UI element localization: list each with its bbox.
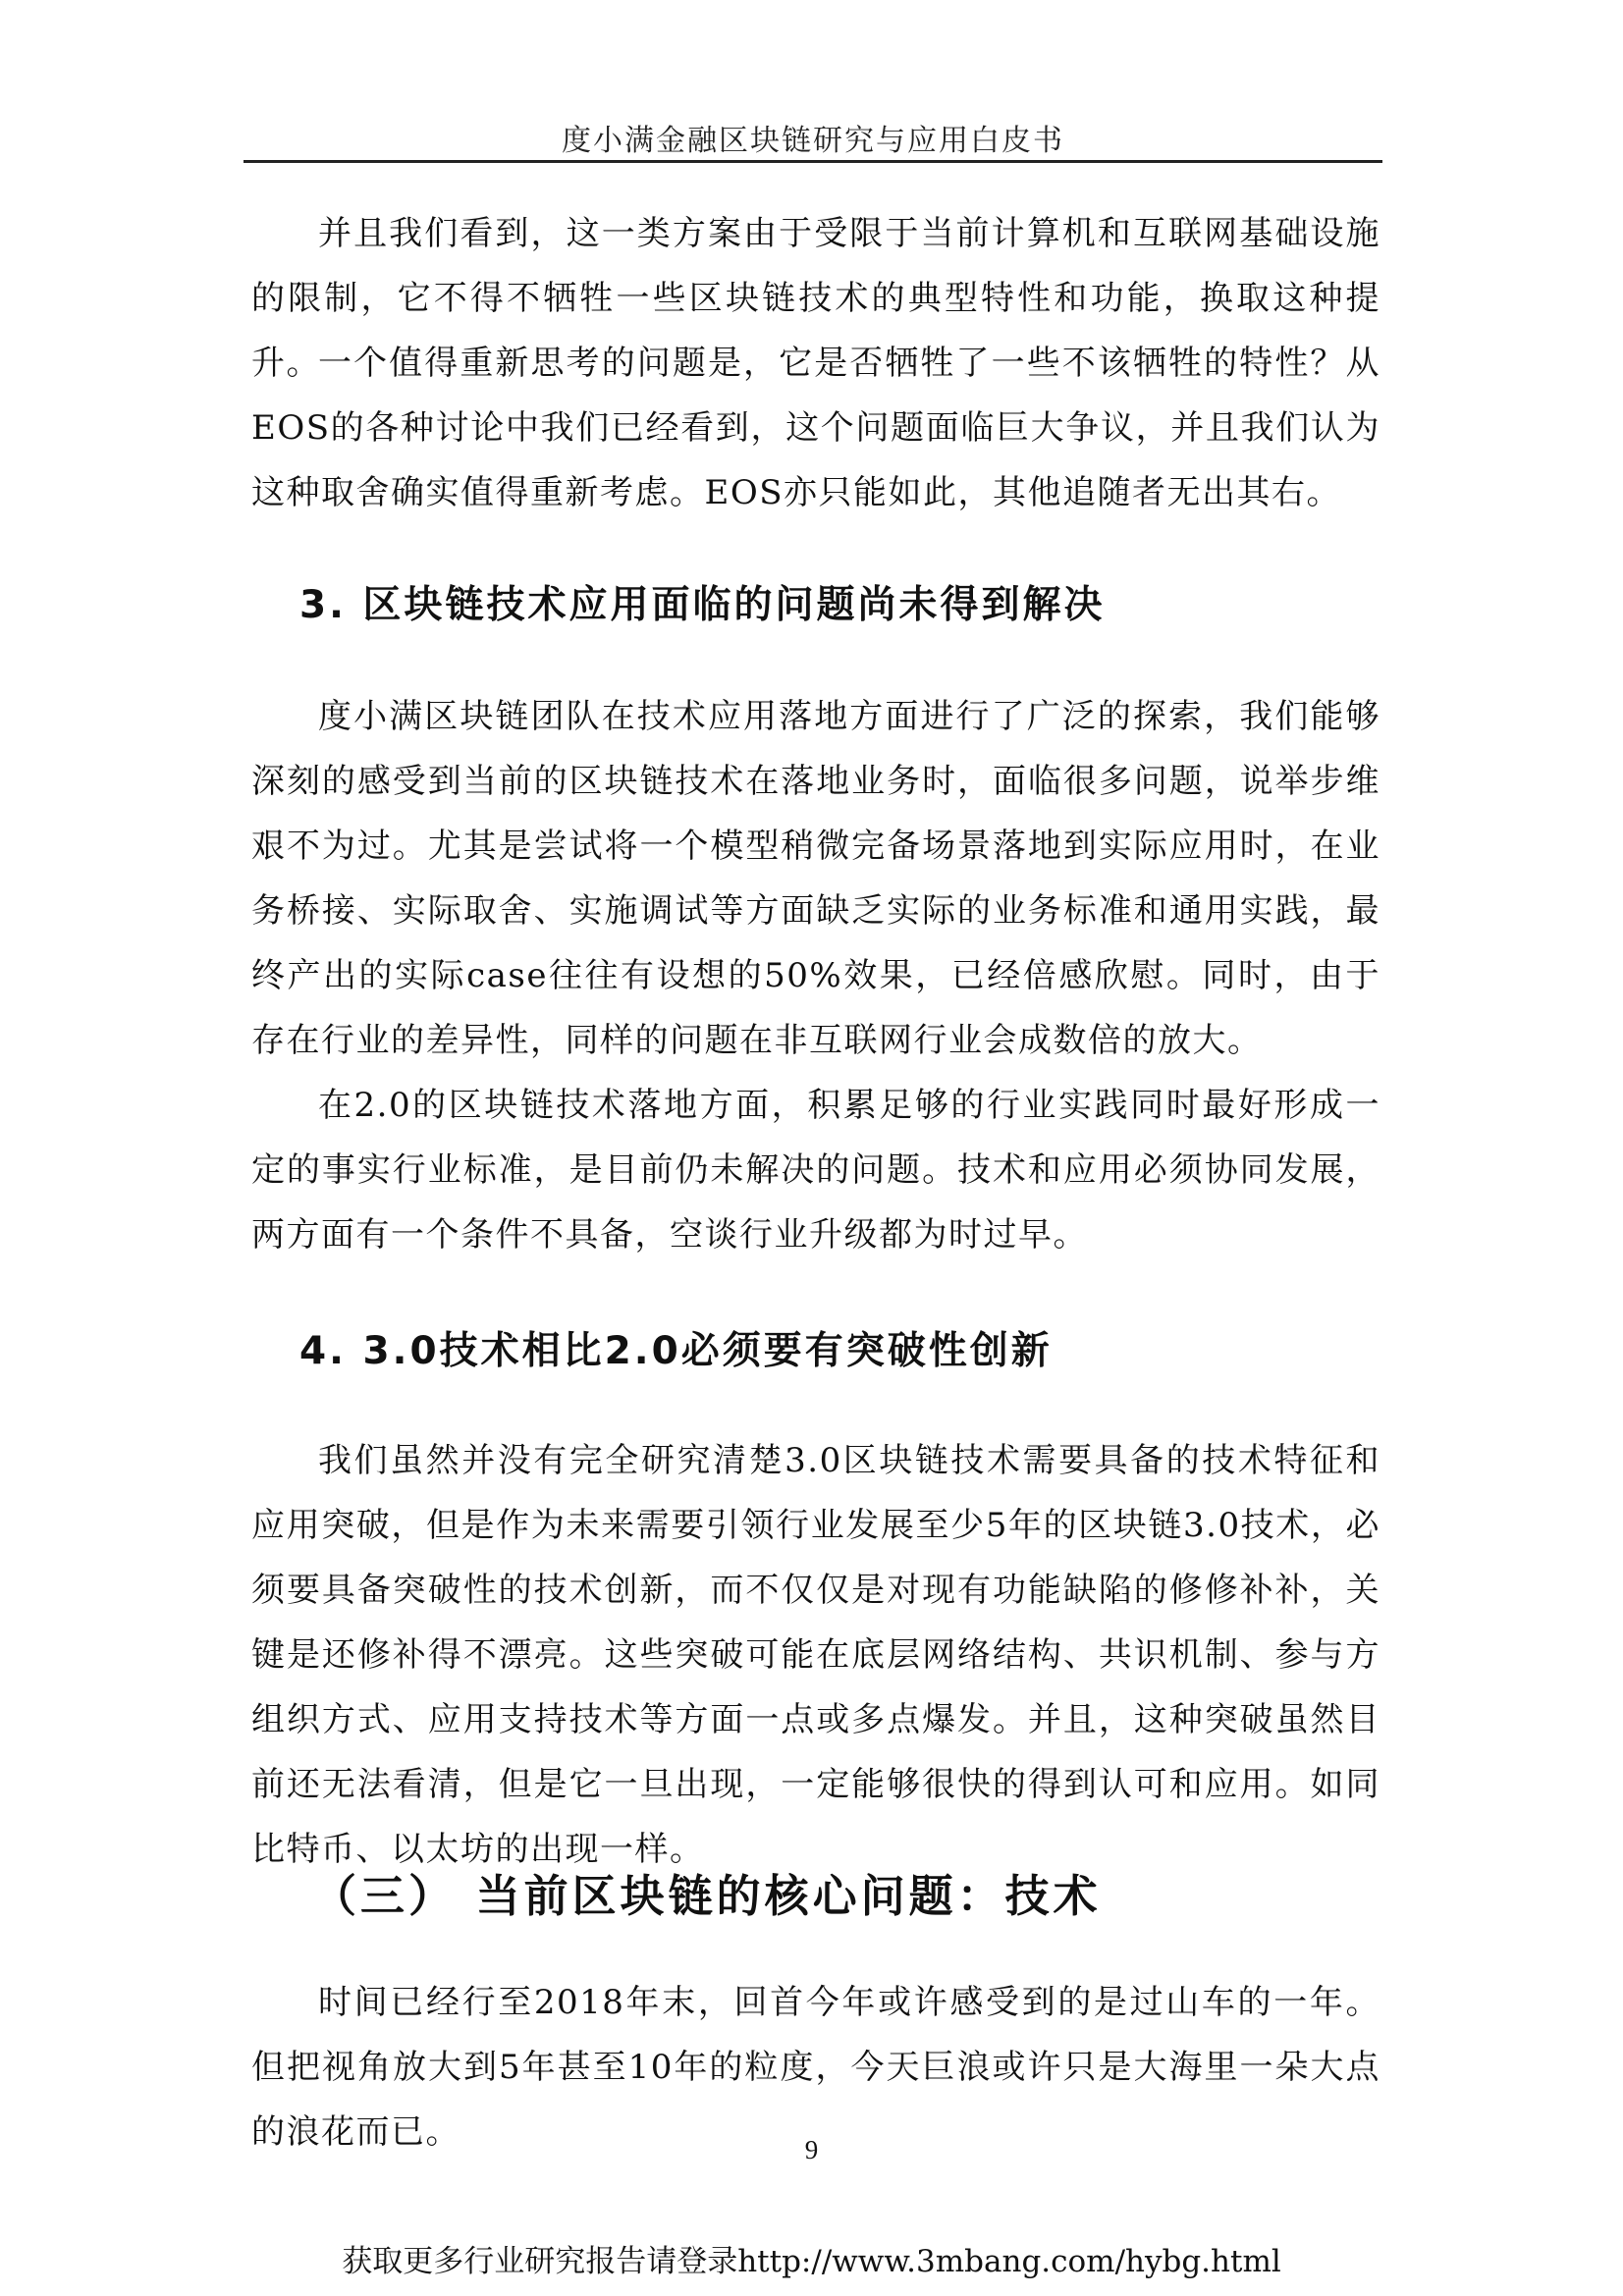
heading-section-4: 4. 3.0技术相比2.0必须要有突破性创新 [299,1329,1053,1373]
footer-link-note[interactable]: 获取更多行业研究报告请登录http://www.3mbang.com/hybg.html [342,2244,1281,2279]
running-header-title: 度小满金融区块链研究与应用白皮书 [562,124,1064,158]
page-number: 9 [804,2135,819,2164]
heading-section-3: 3. 区块链技术应用面临的问题尚未得到解决 [299,583,1106,627]
paragraph-breakthrough: 我们虽然并没有完全研究清楚3.0区块链技术需要具备的技术特征和应用突破，但是作为未来需要引领行业发展至少5年的区块链3.0技术，必须要具备突破性的技术创新，而不仅仅是对现有功能缺陷的修修补补，关键是还修补得不漂亮。这些突破可能在底层网络结构、共识机制、参与方组织方式、应用支持技术等方面一点或多点爆发。并且，这种突破虽然目前还无法看清，但是它一旦出现，一定能够很快的得到认可和应用。如同比特币、以太坊的出现一样。 [251,1441,1380,1869]
paragraph-eos-question: 一个值得重新思考的问题是，它是否牺牲了一些不该牺牲的特性？从EOS的各种讨论中我们已经看到，这个问题面临巨大争议，并且我们认为这种取舍确实值得重新考虑。EOS亦只能如此，其他追随者无出其右。 [251,344,1380,512]
header-divider [243,160,1382,163]
paragraph-team-exploration: 度小满区块链团队在技术应用落地方面进行了广泛的探索，我们能够深刻的感受到当前的区块链技术在落地业务时，面临很多问题，说举步维艰不为过。尤其是尝试将一个模型稍微完备场景落地到实际应用时，在业务桥接、实际取舍、实施调试等方面缺乏实际的业务标准和通用实践，最终产出的实际case往往有设想的50%效果，已经倍感欣慰。同时，由于存在行业的差异性，同样的问题在非互联网行业会成数倍的放大。 [251,697,1380,1060]
heading-chapter-3: （三） 当前区块链的核心问题：技术 [312,1870,1102,1922]
paragraph-year-review: 时间已经行至2018年末，回首今年或许感受到的是过山车的一年。但把视角放大到5年甚至10年的粒度，今天巨浪或许只是大海里一朵大点的浪花而已。 [251,1983,1380,2152]
paragraph-tradeoff-intro: 并且我们看到，这一类方案由于受限于当前计算机和互联网基础设施的限制，它不得不牺牲一些区块链技术的典型特性和功能，换取这种提升。 [251,214,1380,383]
paragraph-industry-standard: 在2.0的区块链技术落地方面，积累足够的行业实践同时最好形成一定的事实行业标准，是目前仍未解决的问题。技术和应用必须协同发展，两方面有一个条件不具备，空谈行业升级都为时过早。 [251,1086,1380,1255]
